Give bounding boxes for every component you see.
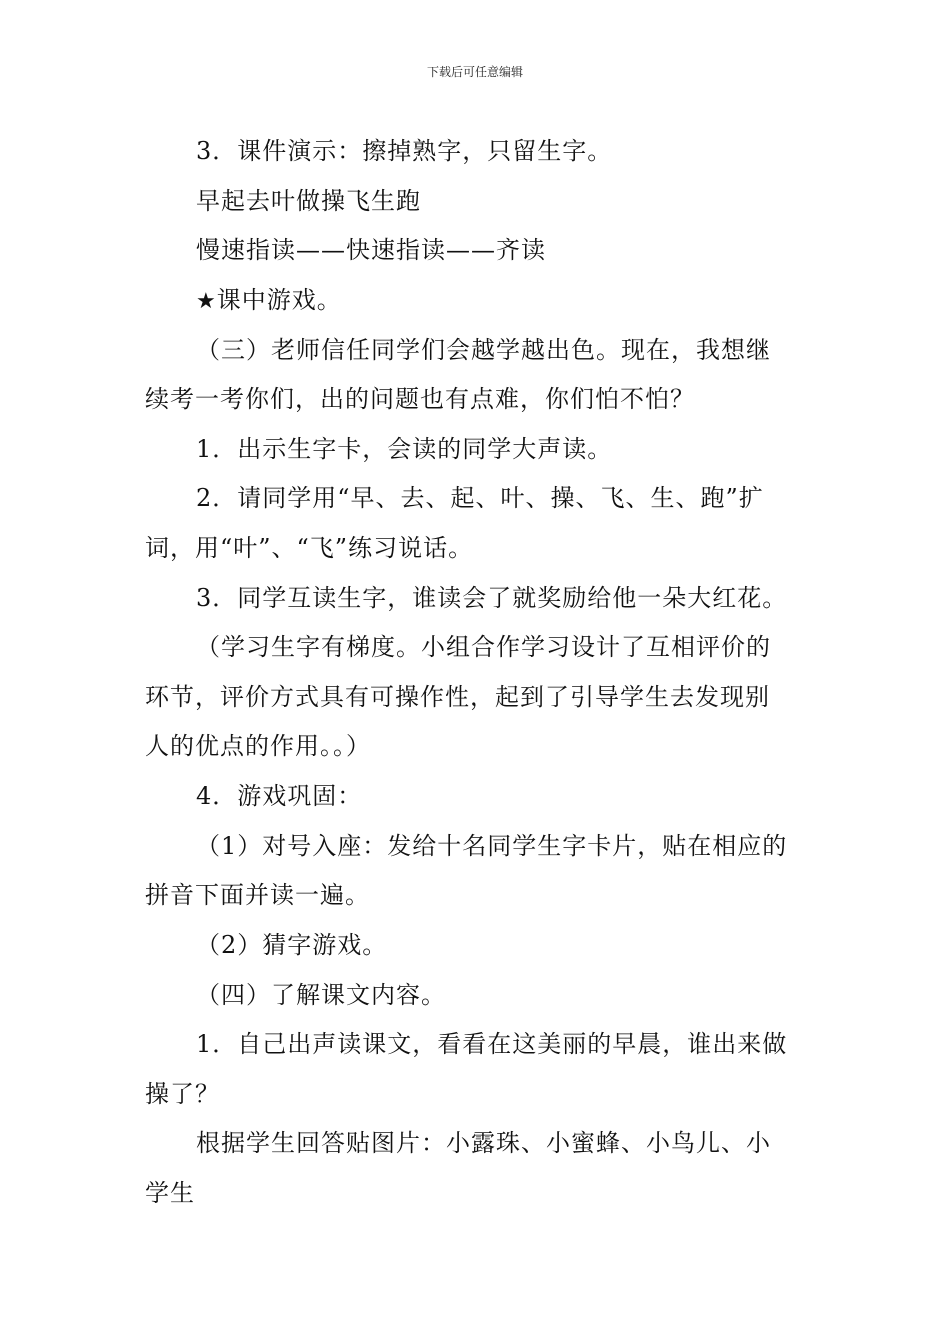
text-line: 根据学生回答贴图片：小露珠、小蜜蜂、小鸟儿、小 bbox=[196, 1129, 771, 1157]
page-header-note: 下载后可任意编辑 bbox=[426, 65, 523, 79]
text-line: 3．同学互读生字，谁读会了就奖励给他一朵大红花。 bbox=[196, 584, 788, 612]
text-line-star bbox=[196, 285, 876, 317]
text-line: （四）了解课文内容。 bbox=[196, 981, 446, 1009]
text-line: （1）对号入座：发给十名同学生字卡片，贴在相应的 bbox=[196, 832, 788, 860]
star-icon: ★ bbox=[196, 289, 217, 314]
text-line: 1．出示生字卡，会读的同学大声读。 bbox=[196, 435, 613, 463]
text-line: 3．课件演示：擦掉熟字，只留生字。 bbox=[196, 137, 613, 165]
text-line: 环节，评价方式具有可操作性，起到了引导学生去发现别 bbox=[145, 683, 770, 711]
text-span: 课中游戏。 bbox=[216, 286, 342, 314]
text-line: （三）老师信任同学们会越学越出色。现在，我想继 bbox=[196, 336, 771, 364]
text-line: （学习生字有梯度。小组合作学习设计了互相评价的 bbox=[196, 633, 771, 661]
text-line: 2．请同学用“早、去、起、叶、操、飞、生、跑”扩 bbox=[196, 484, 764, 512]
text-line: 人的优点的作用。。） bbox=[145, 732, 371, 760]
text-line: 1．自己出声读课文，看看在这美丽的早晨，谁出来做 bbox=[196, 1030, 788, 1058]
text-line: 拼音下面并读一遍。 bbox=[145, 881, 370, 909]
text-line: 续考一考你们，出的问题也有点难，你们怕不怕？ bbox=[145, 385, 695, 413]
text-line: 4．游戏巩固： bbox=[196, 782, 363, 810]
text-line: （2）猜字游戏。 bbox=[196, 931, 388, 959]
text-line: 操了？ bbox=[145, 1080, 220, 1108]
text-line: 慢速指读——快速指读——齐读 bbox=[196, 236, 546, 264]
text-line: 词，用“叶”、“飞”练习说话。 bbox=[145, 534, 474, 562]
text-line: 早起去叶做操飞生跑 bbox=[196, 187, 421, 215]
text-line: 学生 bbox=[145, 1179, 195, 1207]
